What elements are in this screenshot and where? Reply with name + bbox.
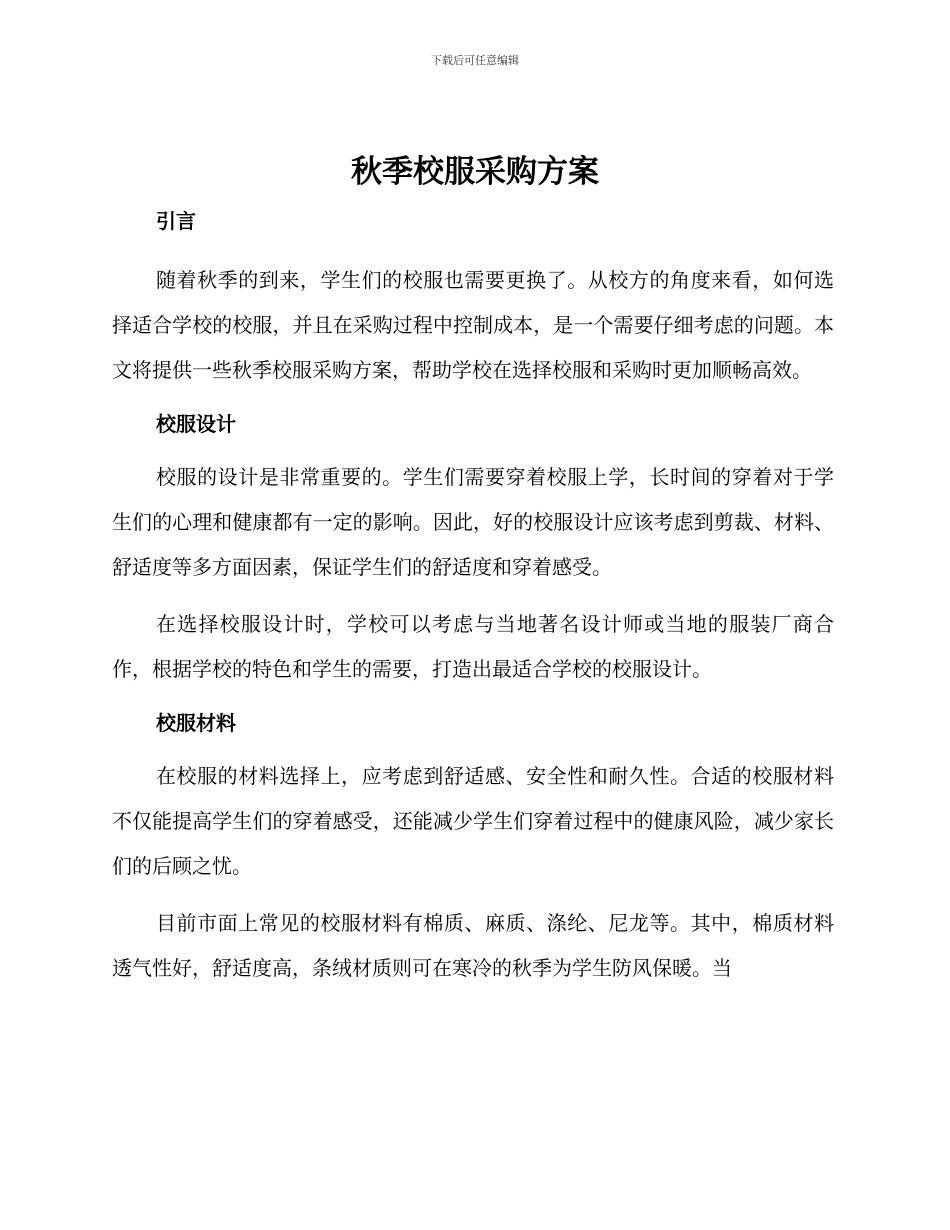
paragraph-design-1: 校服的设计是非常重要的。学生们需要穿着校服上学，长时间的穿着对于学生们的心理和健康都有一定的影响。因此，好的校服设计应该考虑到剪裁、材料、舒适度等多方面因素，保证学生们的舒适度和穿着感受。 [112, 465, 834, 579]
paragraph-material-2: 目前市面上常见的校服材料有棉质、麻质、涤纶、尼龙等。其中，棉质材料透气性好，舒适度高，条绒材质则可在寒冷的秋季为学生防风保暖。当 [112, 911, 834, 980]
document-title: 秋季校服采购方案 [351, 154, 599, 190]
paragraph-material-1: 在校服的材料选择上，应考虑到舒适感、安全性和耐久性。合适的校服材料不仅能提高学生们的穿着感受，还能减少学生们穿着过程中的健康风险，减少家长们的后顾之忧。 [112, 764, 834, 878]
page-header-note: 下载后可任意编辑 [431, 54, 519, 67]
document-body [112, 205, 834, 991]
paragraph-design-2: 在选择校服设计时，学校可以考虑与当地著名设计师或当地的服装厂商合作，根据学校的特色和学生的需要，打造出最适合学校的校服设计。 [112, 612, 834, 681]
paragraph-intro: 随着秋季的到来，学生们的校服也需要更换了。从校方的角度来看，如何选择适合学校的校服，并且在采购过程中控制成本，是一个需要仔细考虑的问题。本文将提供一些秋季校服采购方案，帮助学校在选择校服和采购时更加顺畅高效。 [112, 268, 834, 382]
section-heading-material: 校服材料 [156, 711, 236, 735]
section-heading-intro: 引言 [156, 209, 196, 233]
section-heading-design: 校服设计 [156, 412, 236, 436]
